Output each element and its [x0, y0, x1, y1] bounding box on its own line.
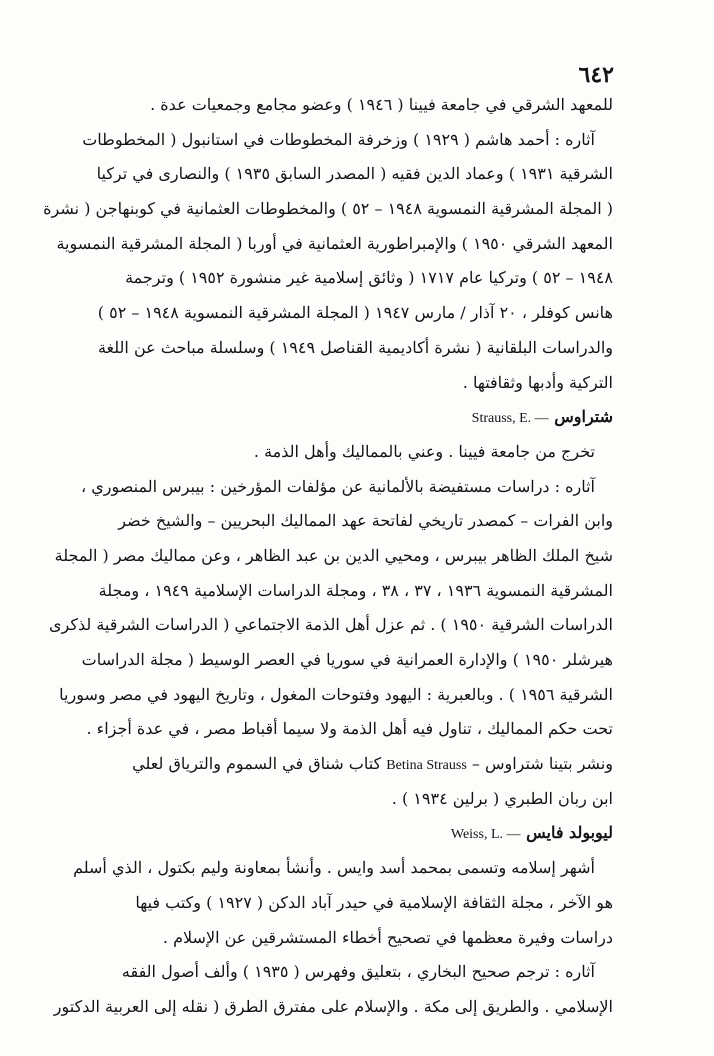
- entry-name-arabic: ليوبولد فايس: [526, 823, 613, 843]
- text-line: آثاره : دراسات مستفيضة بالألمانية عن مؤلفات المؤرخين : بيبرس المنصوري ،: [81, 476, 595, 496]
- text-line: الدراسات الشرقية ١٩٥٠ ) . ثم عزل أهل الذمة الاجتماعي ( الدراسات الشرقية لذكرى: [49, 615, 613, 635]
- text-line: تخرج من جامعة فيينا . وعني بالمماليك وأهل الذمة .: [253, 441, 595, 461]
- entry-name-arabic: شتراوس: [554, 407, 613, 427]
- text-line: هو الآخر ، مجلة الثقافة الإسلامية في حيدر آباد الدكن ( ١٩٢٧ ) وكتب فيها: [135, 892, 613, 912]
- text-line: دراسات وفيرة معظمها في تصحيح أخطاء المستشرقين عن الإسلام .: [162, 927, 613, 947]
- text-line-betina: [108, 747, 613, 782]
- text-line: هانس كوفلر ، ٢٠ آذار / مارس ١٩٤٧ ( المجلة المشرقية النمسوية ١٩٤٨ – ٥٢ ): [97, 303, 613, 323]
- betina-before: ونشر بتينا شتراوس –: [471, 754, 613, 774]
- page-body: [43, 88, 613, 1025]
- text-line: ابن ربان الطبري ( برلين ١٩٣٤ ) .: [391, 788, 613, 808]
- text-line: آثاره : أحمد هاشم ( ١٩٢٩ ) وزخرفة المخطوطات في استانبول ( المخطوطات: [82, 129, 595, 149]
- text-line: وابن الفرات – كمصدر تاريخي لفاتحة عهد المماليك البحريين – والشيخ خضر: [118, 511, 613, 531]
- betina-after: كتاب شناق في السموم والترياق لعلي: [132, 754, 382, 774]
- text-line: الشرقية ١٩٣١ ) وعماد الدين فقيه ( المصدر السابق ١٩٣٥ ) والنصارى في تركيا: [96, 164, 613, 184]
- text-line: الإسلامي . والطريق إلى مكة . والإسلام على مفترق الطرق ( نقله إلى العربية الدكتور: [53, 996, 613, 1016]
- entry-heading-weiss: [108, 816, 613, 851]
- text-line: المعهد الشرقي ١٩٥٠ ) والإمبراطورية العثمانية في أوربا ( المجلة المشرقية النمسوية: [56, 233, 613, 253]
- betina-latin: Betina Strauss: [386, 758, 467, 774]
- text-line: الشرقية ١٩٥٦ ) . وبالعبرية : اليهود وفتوحات المغول ، وتاريخ اليهود في مصر وسوريا: [59, 684, 613, 704]
- entry-name-latin: Strauss, E. —: [471, 411, 549, 427]
- text-line: تحت حكم المماليك ، تناول فيه أهل الذمة ولا سيما أقباط مصر ، في عدة أجزاء .: [86, 719, 613, 739]
- text-line: أشهر إسلامه وتسمى بمحمد أسد وايس . وأنشأ بمعاونة وليم بكتول ، الذي أسلم: [73, 858, 595, 878]
- text-line: ( المجلة المشرقية النمسوية ١٩٤٨ – ٥٢ ) والمخطوطات العثمانية في كوبنهاجن ( نشرة: [43, 199, 613, 219]
- text-line: آثاره : ترجم صحيح البخاري ، بتعليق وفهرس ( ١٩٣٥ ) وألف أصول الفقه: [121, 962, 595, 982]
- page-number: ٦٤٢: [578, 62, 614, 88]
- text-line: للمعهد الشرقي في جامعة فيينا ( ١٩٤٦ ) وعضو مجامع وجمعيات عدة .: [150, 95, 613, 114]
- text-line: ١٩٤٨ – ٥٢ ) وتركيا عام ١٧١٧ ( وثائق إسلامية غير منشورة ١٩٥٢ ) وترجمة: [125, 268, 613, 288]
- text-line: التركية وأدبها وثقافتها .: [462, 372, 613, 392]
- text-line: شيخ الملك الظاهر بيبرس ، ومحيي الدين بن عبد الظاهر ، وعن مماليك مصر ( المجلة: [54, 545, 613, 565]
- text-line: المشرقية النمسوية ١٩٣٦ ، ٣٧ ، ٣٨ ، ومجلة الدراسات الإسلامية ١٩٤٩ ، ومجلة: [98, 580, 613, 600]
- entry-heading-strauss: [108, 400, 613, 435]
- entry-name-latin: Weiss, L. —: [450, 827, 521, 843]
- text-line: هيرشلر ١٩٥٠ ) والإدارة العمرانية في سوريا في العصر الوسيط ( مجلة الدراسات: [81, 650, 613, 669]
- text-line: والدراسات البلقانية ( نشرة أكاديمية القناصل ١٩٤٩ ) وسلسلة مباحث عن اللغة: [97, 337, 613, 357]
